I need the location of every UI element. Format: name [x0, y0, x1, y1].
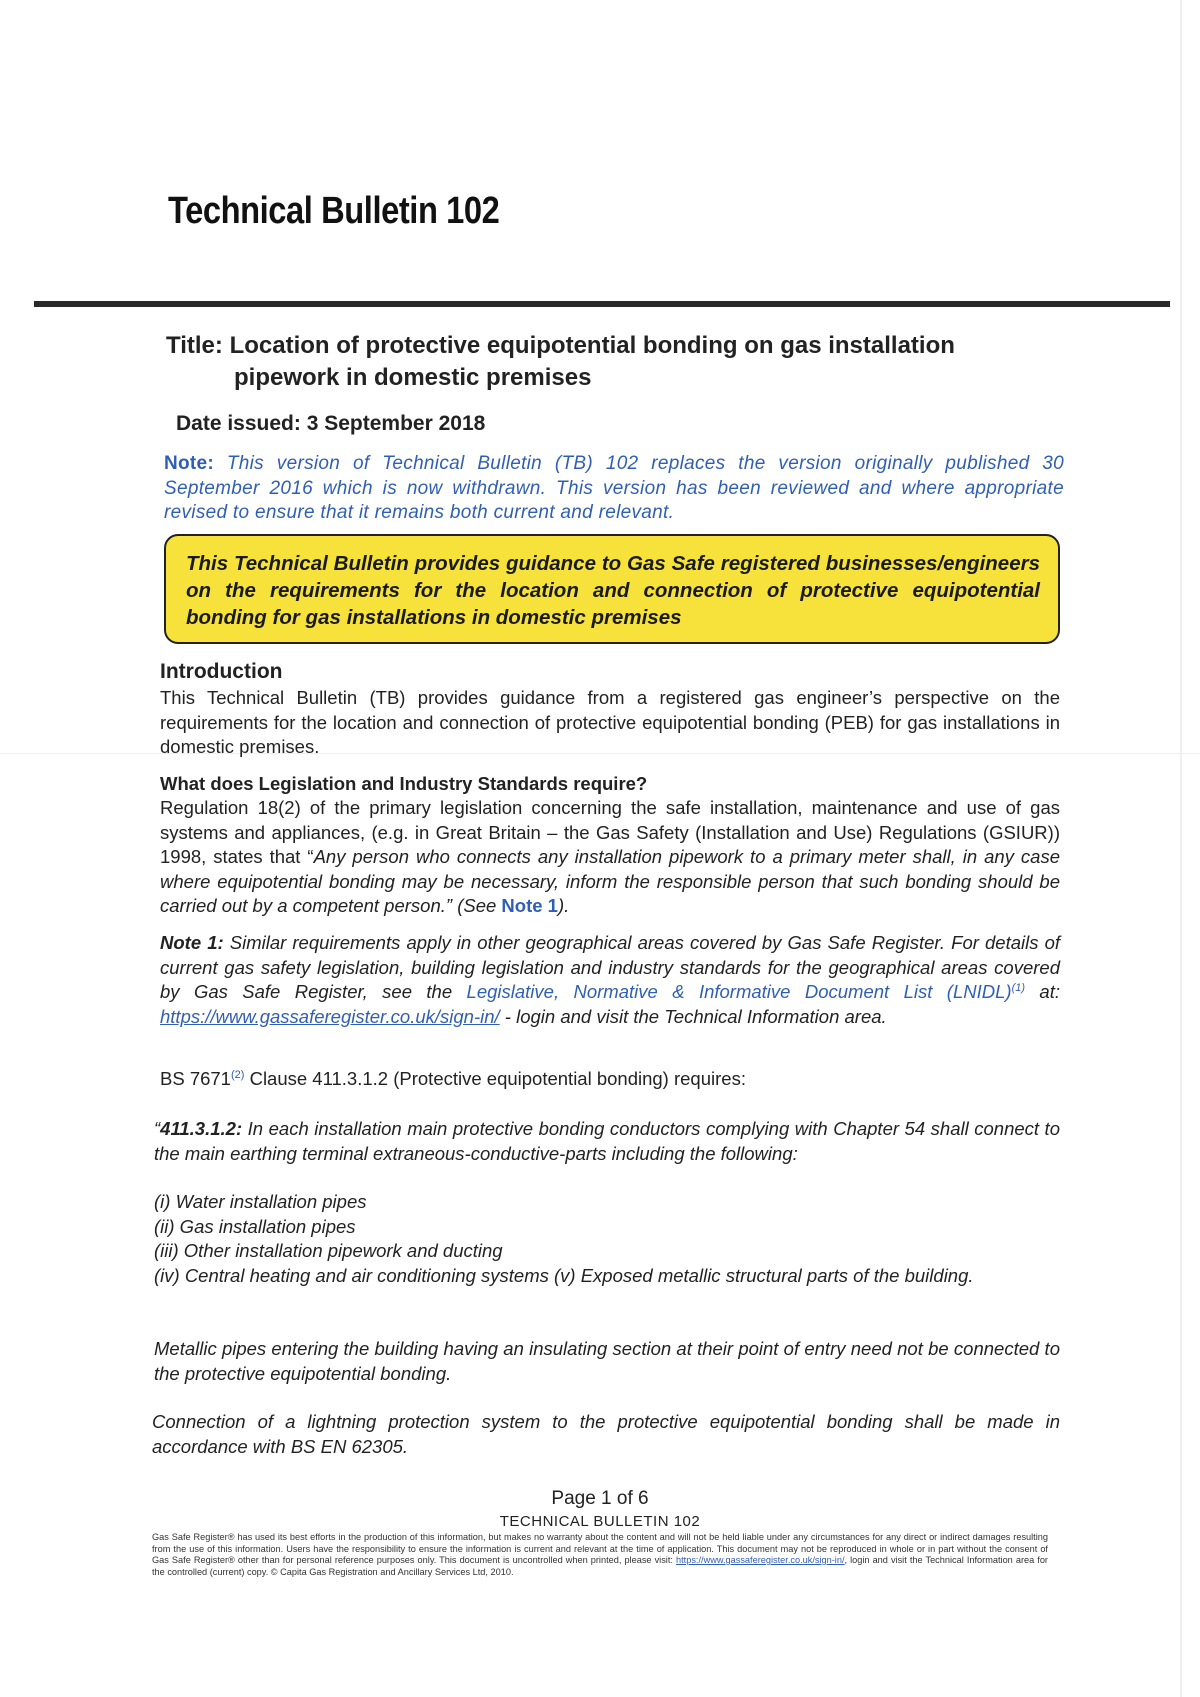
title-line-2: pipework in domestic premises — [234, 364, 592, 391]
header-divider — [34, 301, 1170, 307]
regulation-quote: Any person who connects any installation pipework to a primary meter shall, in any case where equipotential bonding may be necessary, inform the responsible person that such bonding should be carried out by a competent person. — [160, 846, 1060, 916]
note-1-label: Note 1: — [160, 932, 224, 953]
bulletin-title: Technical Bulletin 102 — [168, 190, 500, 232]
bs7671-prefix: BS 7671 — [160, 1068, 231, 1089]
clause-open-quote: “ — [154, 1118, 161, 1139]
list-item: (ii) Gas installation pipes — [154, 1215, 356, 1237]
title-line-1: Title: Location of protective equipotential bonding on gas installation — [166, 332, 955, 359]
disclaimer-text-1: Gas Safe Register® has used its best efforts in the production of this information, but makes no warranty about the content and will not be held liable under any circumstances for any direct or indirect damages resulting from the use of this information. Users have the responsibility to ensure the information is current and relevant at the time of application. This document may not be reproduced in whole or in part without the consent of Gas Safe Register® other than for personal reference purposes only. This document is uncontrolled when printed, please visit: — [152, 1532, 1048, 1565]
bs7671-text: Clause 411.3.1.2 (Protective equipotential bonding) requires: — [244, 1068, 746, 1089]
note-1-text-1: Similar requirements apply in other geographical areas covered by Gas Safe Register. For details of current gas safety legislation, building legislation and industry standards for the geographical areas covered by Gas Safe Register, see the — [160, 932, 1060, 1002]
note-1-at: at: — [1025, 981, 1060, 1002]
date-issued: Date issued: 3 September 2018 — [176, 412, 486, 435]
gas-safe-url-link[interactable]: https://www.gassaferegister.co.uk/sign-in/ — [160, 1005, 500, 1027]
clause-text: In each installation main protective bonding conductors complying with Chapter 54 shall connect to the main earthing terminal extraneous-conductive-parts including the following: — [154, 1118, 1060, 1164]
scan-edge — [1180, 0, 1182, 1697]
bs7671-superscript: (2) — [230, 1068, 245, 1081]
see-open: ” (See — [445, 895, 502, 916]
lnidl-text: Legislative, Normative & Informative Document List (LNIDL) — [466, 981, 1012, 1002]
bonding-list — [154, 1190, 1060, 1288]
note-1-link[interactable]: Note 1 — [501, 895, 558, 916]
document-title — [166, 330, 1066, 394]
page-number: Page 1 of 6 — [551, 1488, 649, 1509]
legislation-heading: What does Legislation and Industry Standards require? — [160, 773, 648, 794]
clause-411 — [154, 1117, 1060, 1166]
version-note — [164, 452, 1064, 526]
see-close: ). — [557, 895, 570, 916]
list-item: (i) Water installation pipes — [154, 1191, 367, 1212]
note-1-text-2: - login and visit the Technical Information area. — [499, 1005, 887, 1027]
disclaimer-text-2: , login and visit the Technical Information area for the controlled (current) copy. © Capita Gas Registration and Ancillary Services Ltd, 2010. — [152, 1555, 1048, 1577]
introduction-text: This Technical Bulletin (TB) provides guidance from a registered gas engineer’s perspective on the requirements for the location and connection of protective equipotential bonding (PEB) for gas installations in domestic premises. — [160, 687, 1060, 757]
list-item: (iii) Other installation pipework and ducting — [154, 1240, 503, 1261]
disclaimer — [152, 1532, 1048, 1578]
list-item: (iv) Central heating and air conditioning systems (v) Exposed metallic structural parts of the building. — [154, 1264, 974, 1286]
lnidl-link[interactable] — [467, 981, 1025, 1002]
introduction-heading: Introduction — [160, 660, 283, 683]
note-1-block — [160, 931, 1060, 1029]
highlight-box: This Technical Bulletin provides guidance to Gas Safe registered businesses/engineers on the requirements for the location and connection of protective equipotential bonding for gas installations in domestic premises — [164, 534, 1060, 644]
footer-bulletin-name: TECHNICAL BULLETIN 102 — [499, 1513, 701, 1530]
metallic-pipes-text: Metallic pipes entering the building having an insulating section at their point of entry need not be connected to the protective equipotential bonding. — [154, 1338, 1060, 1384]
legislation-intro: Regulation 18(2) of the primary legislation concerning the safe installation, maintenance and use of gas systems and appliances, (e.g. in Great Britain – the Gas Safety (Installation and Use) Regulations (GSIUR)) 1998, states that “ — [160, 797, 1060, 867]
note-text: This version of Technical Bulletin (TB) 102 replaces the version originally published 30 September 2016 which is now withdrawn. This version has been reviewed and where appropriate revised to ensure that it remains both current and relevant. — [164, 453, 1064, 523]
bs7671-line — [160, 1067, 1060, 1092]
clause-number: 411.3.1.2: — [160, 1118, 243, 1139]
lightning-protection-text: Connection of a lightning protection system to the protective equipotential bonding shall be made in accordance with BS EN 62305. — [152, 1411, 1060, 1457]
lnidl-superscript: (1) — [1011, 981, 1026, 994]
disclaimer-link[interactable]: https://www.gassaferegister.co.uk/sign-in/ — [676, 1555, 845, 1565]
note-label: Note: — [164, 453, 215, 474]
legislation-text — [160, 796, 1060, 919]
